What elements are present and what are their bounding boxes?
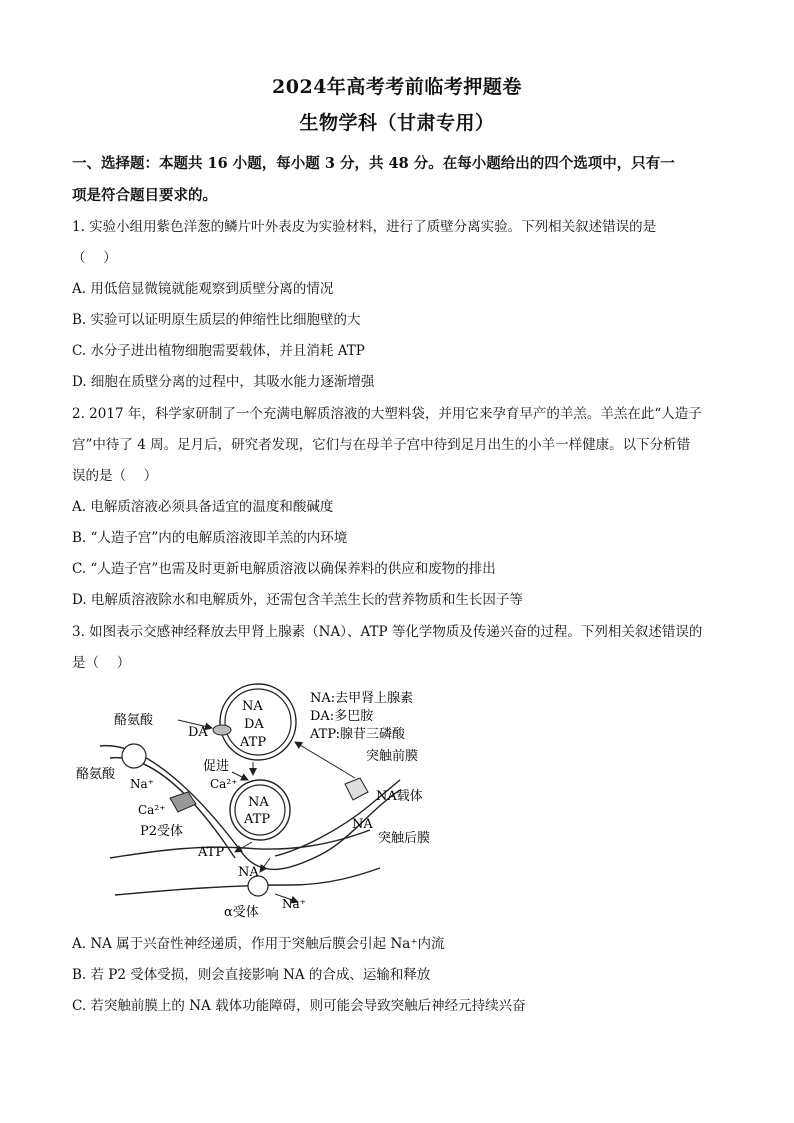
q2-option-d: D. 电解质溶液除水和电解质外，还需包含羊羔生长的营养物质和生长因子等 xyxy=(72,592,523,608)
q1-option-d: D. 细胞在质壁分离的过程中，其吸水能力逐渐增强 xyxy=(72,374,375,390)
label-ca-top: Ca²⁺ xyxy=(210,777,238,791)
q1-option-b: B. 实验可以证明原生质层的伸缩性比细胞壁的大 xyxy=(72,312,361,328)
label-tyrosine-left: 酪氨酸 xyxy=(76,767,116,782)
na-carrier-shape xyxy=(345,778,368,800)
q1-option-a: A. 用低倍显微镜就能观察到质壁分离的情况 xyxy=(72,281,334,297)
label-postsynaptic-membrane: 突触后膜 xyxy=(378,831,431,846)
q2-stem-line1: 2. 2017 年，科学家研制了一个充满电解质溶液的大塑料袋，并用它来孕育早产的羊羔。羊羔在此“人造子 xyxy=(72,406,702,422)
exam-title: 2024年高考考前临考押题卷 xyxy=(272,76,522,98)
tyrosine-transporter xyxy=(122,744,146,768)
synapse-diagram xyxy=(70,680,450,924)
label-presynaptic-membrane: 突触前膜 xyxy=(366,749,419,764)
label-vesicle2-atp: ATP xyxy=(244,812,271,827)
q1-stem-line1: 1. 实验小组用紫色洋葱的鳞片叶外表皮为实验材料，进行了质壁分离实验。下列相关叙述错误的是 xyxy=(72,219,657,235)
label-vesicle2-na: NA xyxy=(248,795,269,810)
label-na-right: NA xyxy=(352,817,373,832)
q2-option-a: A. 电解质溶液必须具备适宜的温度和酸碱度 xyxy=(72,499,334,515)
legend-atp: ATP:腺苷三磷酸 xyxy=(310,727,406,742)
label-da: DA xyxy=(188,725,208,740)
label-na-carrier: NA载体 xyxy=(376,789,423,804)
section-instruction-line2: 项是符合题目要求的。 xyxy=(72,187,217,204)
legend-da: DA:多巴胺 xyxy=(310,709,374,724)
da-transporter xyxy=(213,725,231,735)
label-tyrosine-top: 酪氨酸 xyxy=(114,713,154,728)
label-na-plus-bottom: Na⁺ xyxy=(282,897,306,911)
q3-option-b: B. 若 P2 受体受损，则会直接影响 NA 的合成、运输和释放 xyxy=(72,967,431,983)
label-vesicle-na: NA xyxy=(242,699,263,714)
section-instruction-line1: 一、选择题：本题共 16 小题，每小题 3 分，共 48 分。在每小题给出的四个选项中，只有一 xyxy=(72,155,675,172)
q3-option-a: A. NA 属于兴奋性神经递质，作用于突触后膜会引起 Na⁺内流 xyxy=(72,936,445,952)
q1-stem-line2: （ ） xyxy=(72,250,117,266)
label-na-plus-left: Na⁺ xyxy=(130,777,154,791)
q1-option-c: C. 水分子进出植物细胞需要载体，并且消耗 ATP xyxy=(72,343,365,359)
q2-option-c: C. “人造子宫”也需及时更新电解质溶液以确保养料的供应和废物的排出 xyxy=(72,561,496,577)
label-ca-left: Ca²⁺ xyxy=(138,803,166,817)
q2-stem-line2: 宫”中待了 4 周。足月后，研究者发现，它们与在母羊子宫中待到足月出生的小羊一样健康。以下分析错 xyxy=(72,437,691,453)
q2-stem-line3: 误的是（ ） xyxy=(72,468,158,484)
q3-stem-line1: 3. 如图表示交感神经释放去甲肾上腺素（NA）、ATP 等化学物质及传递兴奋的过程。下列相关叙述错误的 xyxy=(72,624,703,640)
label-vesicle-atp: ATP xyxy=(240,735,267,750)
q3-stem-line2: 是（ ） xyxy=(72,655,131,671)
label-p2-receptor: P2受体 xyxy=(140,824,184,839)
q2-option-b: B. “人造子宫”内的电解质溶液即羊羔的内环境 xyxy=(72,530,348,546)
legend-na: NA:去甲肾上腺素 xyxy=(310,691,414,706)
exam-subtitle: 生物学科（甘肃专用） xyxy=(299,112,495,134)
q3-option-c: C. 若突触前膜上的 NA 载体功能障碍，则可能会导致突触后神经元持续兴奋 xyxy=(72,998,526,1014)
synaptic-vesicle-fusing xyxy=(230,780,290,840)
label-alpha-receptor: α受体 xyxy=(224,905,259,920)
label-na-bottom: NA xyxy=(238,865,259,880)
label-promote: 促进 xyxy=(203,759,230,774)
label-atp-released: ATP xyxy=(198,845,225,860)
label-vesicle-da: DA xyxy=(244,717,264,732)
